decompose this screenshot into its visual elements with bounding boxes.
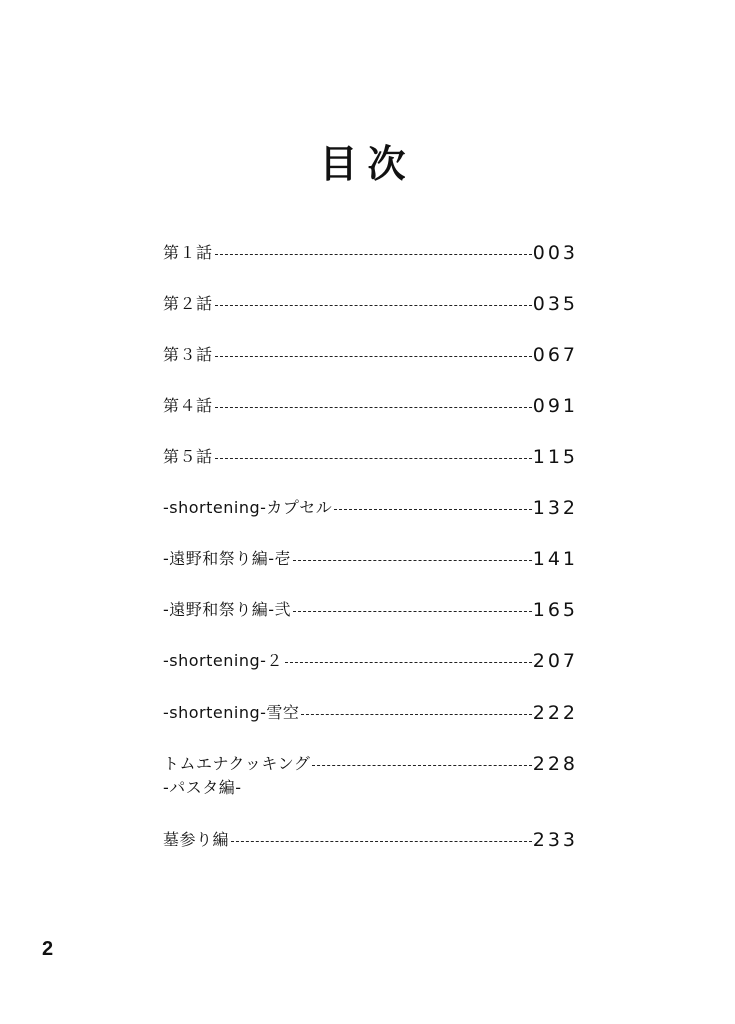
toc-entry-page: 141 [532,548,578,570]
toc-entry-label: -shortening-カプセル [163,498,333,517]
toc-leader-line [293,611,532,612]
toc-entry [163,238,578,268]
toc-entry-label: 第１話 [163,243,213,262]
toc-leader-line [215,305,532,306]
toc-leader-line [215,356,532,357]
toc-entry [163,646,578,676]
page-number: 2 [42,938,54,960]
toc-entry-label: 墓参り編 [163,830,230,849]
toc-entry-label: 第４話 [163,396,213,415]
toc-entry-page: 035 [532,293,578,315]
toc-entry-page: 207 [532,650,578,672]
toc-entry [163,544,578,574]
toc-entry-page: 003 [532,242,578,264]
toc-entry [163,493,578,523]
toc-entry [163,825,578,855]
toc-leader-line [293,560,532,561]
toc-entry-page: 222 [532,702,578,724]
toc-leader-line [285,662,532,663]
toc-entry [163,391,578,421]
toc-entry-sublabel: -パスタ編- [163,778,242,797]
toc-leader-line [301,714,531,715]
toc-entry-page: 233 [532,829,578,851]
toc-leader-line [215,254,532,255]
toc-entry-page: 165 [532,599,578,621]
toc-leader-line [231,841,532,842]
toc-entry [163,340,578,370]
toc-entry-page: 228 [532,753,578,775]
toc-leader-line [334,509,532,510]
toc-entry-page: 067 [532,344,578,366]
page-title: 目次 [319,142,416,186]
toc-entry-label: -shortening-２ [163,651,283,670]
toc-entry [163,442,578,472]
toc-entry-label: トムエナクッキング [163,754,311,773]
toc-entry [163,595,578,625]
toc-leader-line [312,765,531,766]
toc-entry-label: -shortening-雪空 [163,703,300,722]
toc-entry-label: 第３話 [163,345,213,364]
toc-leader-line [215,407,532,408]
toc-entry [163,749,578,779]
toc-entry-label: 第２話 [163,294,213,313]
toc-entry-page: 132 [532,497,578,519]
toc-entry-label: 第５話 [163,447,213,466]
toc-entry-label: -遠野和祭り編-弐 [163,600,292,619]
toc-entry-page: 115 [532,446,578,468]
toc-entry-page: 091 [532,395,578,417]
toc-entry [163,289,578,319]
toc-leader-line [215,458,532,459]
toc-entry-label: -遠野和祭り編-壱 [163,549,292,568]
toc-entry [163,698,578,728]
